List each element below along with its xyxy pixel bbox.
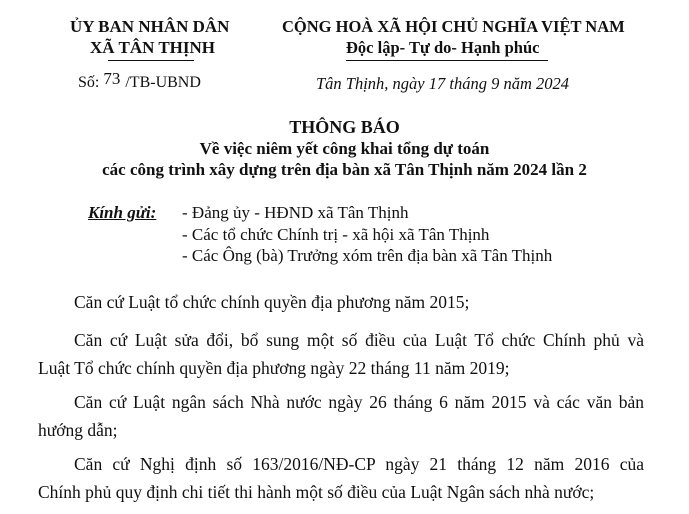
document-number-value: 73 — [103, 69, 121, 88]
document-subject-line2: các công trình xây dựng trên địa bàn xã Tân Thịnh năm 2024 lần 2 — [102, 160, 587, 179]
document-number — [78, 69, 201, 92]
issuer-underline — [108, 60, 194, 61]
paragraph — [38, 450, 644, 506]
recipient-item: - Các Ông (bà) Trưởng xóm trên địa bàn xã Tân Thịnh — [182, 246, 553, 265]
recipient-item: - Đảng ủy - HĐND xã Tân Thịnh — [182, 203, 409, 222]
motto-underline — [346, 60, 548, 61]
paragraph-line: Căn cứ Nghị định số 163/2016/NĐ-CP ngày 21 tháng 12 năm 2016 của — [74, 454, 644, 474]
paragraph-line: Căn cứ Luật sửa đổi, bổ sung một số điều của Luật Tổ chức Chính phủ và — [74, 330, 644, 350]
paragraph-line: Căn cứ Luật tổ chức chính quyền địa phương năm 2015; — [74, 292, 470, 312]
document-number-prefix: Số: — [78, 74, 100, 91]
national-title: CỘNG HOÀ XÃ HỘI CHỦ NGHĨA VIỆT NAM — [282, 17, 625, 36]
document-number-suffix: /TB-UBND — [125, 74, 201, 91]
document-subject-line1: Về việc niêm yết công khai tổng dự toán — [199, 139, 490, 158]
issuer-name: ỦY BAN NHÂN DÂN — [70, 17, 230, 36]
place-date: Tân Thịnh, ngày 17 tháng 9 năm 2024 — [316, 74, 570, 93]
paragraph-line: Chính phủ quy định chi tiết thi hành một số điều của Luật Ngân sách nhà nước; — [38, 482, 595, 502]
national-motto: Độc lập- Tự do- Hạnh phúc — [346, 38, 540, 57]
document-title: THÔNG BÁO — [289, 117, 400, 137]
recipient-item: - Các tổ chức Chính trị - xã hội xã Tân Thịnh — [182, 225, 490, 244]
issuer-commune: XÃ TÂN THỊNH — [90, 38, 216, 57]
paragraph — [38, 288, 644, 316]
recipients-label: Kính gửi: — [88, 203, 157, 222]
paragraph-line: Luật Tổ chức chính quyền địa phương ngày 22 tháng 11 năm 2019; — [38, 358, 510, 378]
paragraph-line: Căn cứ Luật ngân sách Nhà nước ngày 26 tháng 6 năm 2015 và các văn bản — [74, 392, 644, 412]
paragraph — [38, 388, 644, 444]
paragraph — [38, 326, 644, 382]
paragraph-line: hướng dẫn; — [38, 420, 118, 440]
